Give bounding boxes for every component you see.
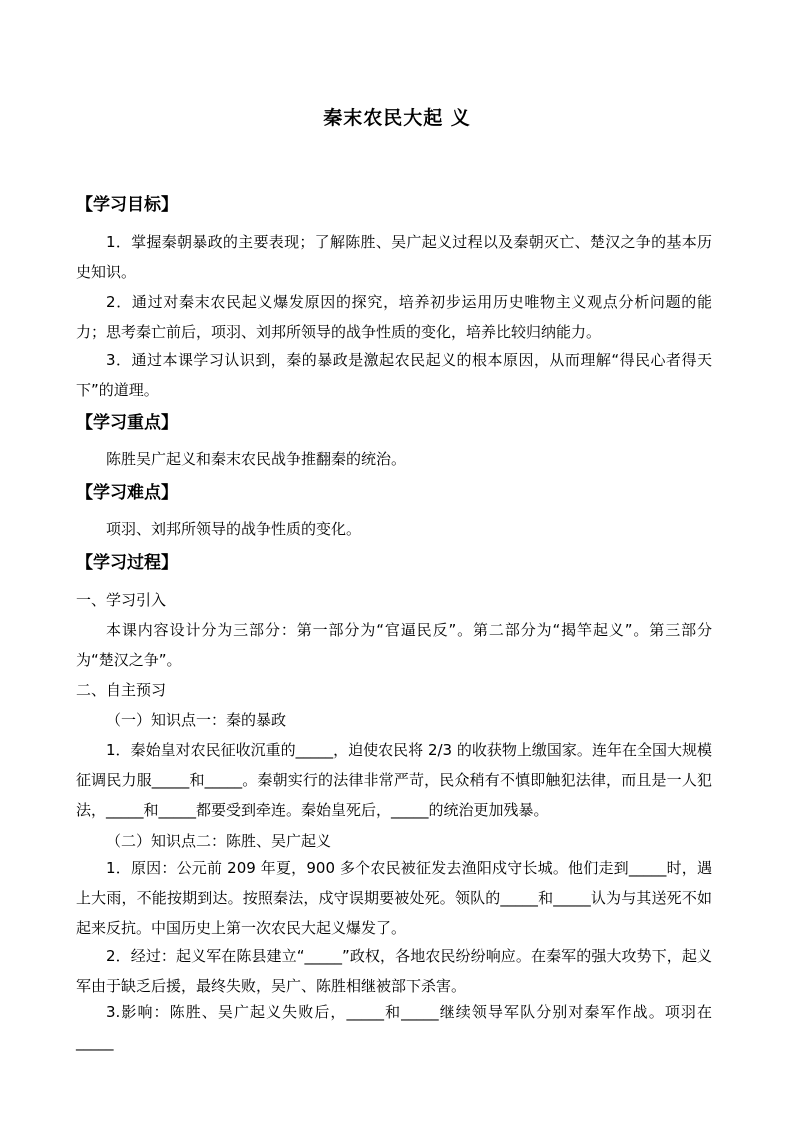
- heading-difficult-points: 【学习难点】: [76, 483, 178, 503]
- page-title: 秦末农民大起 义: [323, 107, 471, 129]
- key-points-text: 陈胜吴广起义和秦末农民战争推翻秦的统治。: [106, 450, 407, 468]
- heading-goals: 【学习目标】: [76, 195, 178, 215]
- process-part1-text: 本课内容设计分为三部分：第一部分为“官逼民反”。第二部分为“揭竿起义”。第三部分为“楚汉之争”。: [76, 621, 712, 669]
- heading-process: 【学习过程】: [76, 553, 178, 573]
- knowledge-point-2-label: （二）知识点二：陈胜、吴广起义: [106, 832, 332, 850]
- goal-item-1: 1．掌握秦朝暴政的主要表现；了解陈胜、吴广起义过程以及秦朝灭亡、楚汉之争的基本历史知识。: [76, 233, 712, 281]
- heading-key-points: 【学习重点】: [76, 413, 178, 433]
- process-part1-label: 一、学习引入: [76, 591, 167, 609]
- goal-item-3: 3．通过本课学习认识到，秦的暴政是激起农民起义的根本原因，从而理解“得民心者得天下”的道理。: [76, 351, 712, 399]
- knowledge-point-2-item-2: 2．经过：起义军在陈县建立“_____”政权，各地农民纷纷响应。在秦军的强大攻势下，起义军由于缺乏后援，最终失败，吴广、陈胜相继被部下杀害。: [76, 947, 712, 995]
- knowledge-point-2-item-3: 3.影响：陈胜、吴广起义失败后，_____和_____继续领导军队分别对秦军作战。项羽在_____: [76, 1003, 712, 1051]
- process-part2-label: 二、自主预习: [76, 681, 167, 699]
- knowledge-point-2-item-1: 1．原因：公元前 209 年夏，900 多个农民被征发去渔阳戍守长城。他们走到_____时，遇上大雨，不能按期到达。按照秦法，戍守误期要被处死。领队的_____和_____认为与其送死不如起来反抗。中国历史上第一次农民大起义爆发了。: [76, 859, 712, 937]
- knowledge-point-1-text: 1．秦始皇对农民征收沉重的_____，迫使农民将 2/3 的收获物上缴国家。连年在全国大规模征调民力服_____和_____。秦朝实行的法律非常严苛，民众稍有不慎即触犯法律，而且是一人犯法，_____和_____都要受到牵连。秦始皇死后，_____的统治更加残暴。: [76, 741, 712, 819]
- goal-item-2: 2．通过对秦末农民起义爆发原因的探究，培养初步运用历史唯物主义观点分析问题的能力；思考秦亡前后，项羽、刘邦所领导的战争性质的变化，培养比较归纳能力。: [76, 293, 712, 341]
- knowledge-point-1-label: （一）知识点一：秦的暴政: [106, 711, 287, 729]
- difficult-points-text: 项羽、刘邦所领导的战争性质的变化。: [106, 520, 362, 538]
